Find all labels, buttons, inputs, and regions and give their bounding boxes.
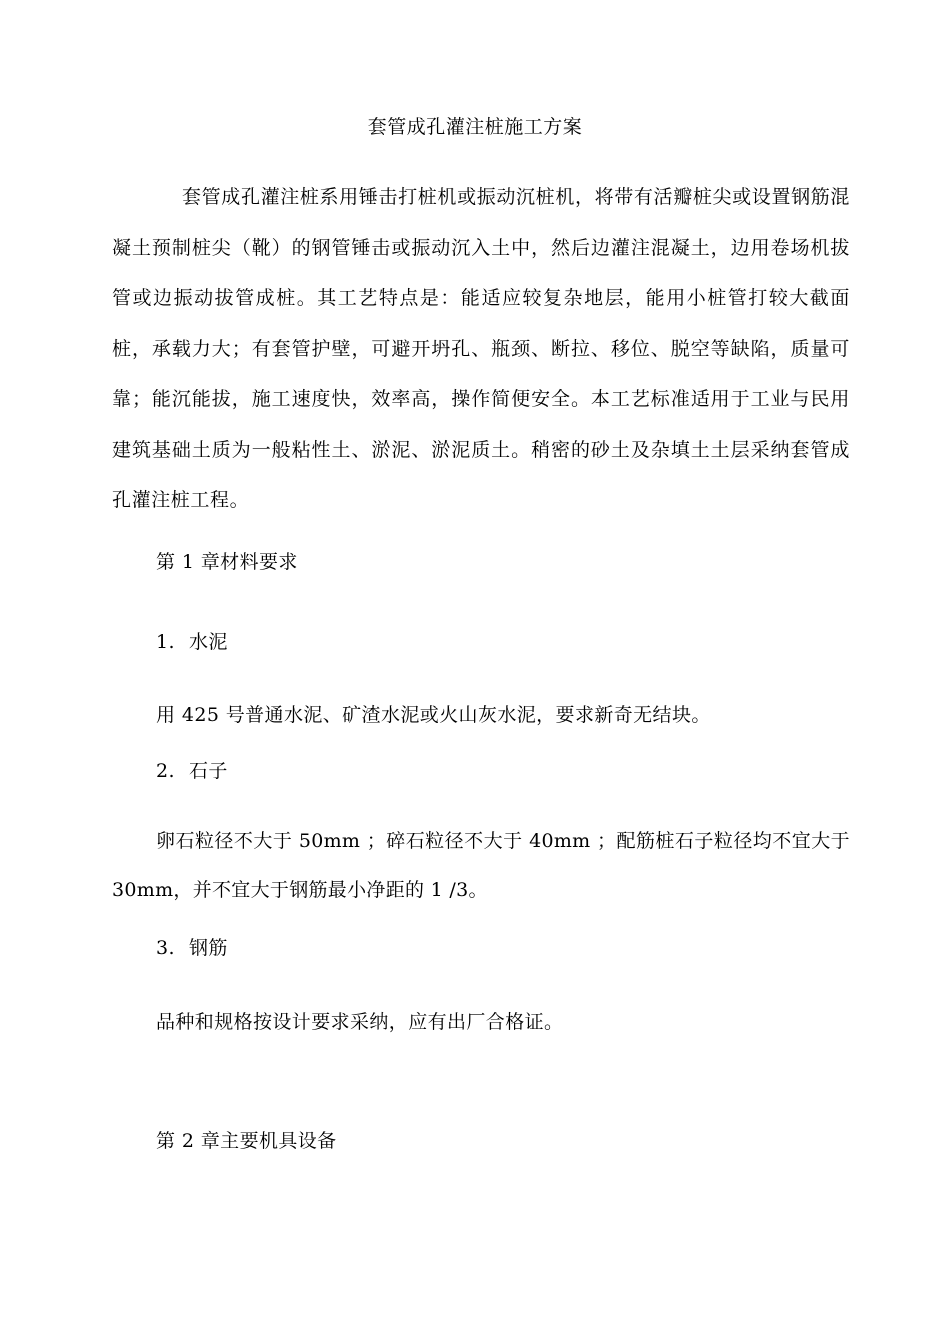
- document-title: 套管成孔灌注桩施工方案: [367, 116, 583, 138]
- intro-paragraph: 套管成孔灌注桩系用锤击打桩机或振动沉桩机，将带有活瓣桩尖或设置钢筋混凝土预制桩尖（靴）的钢管锤击或振动沉入土中，然后边灌注混凝土，边用卷场机拔管或边振动拔管成桩。其工艺特点是：能适应较复杂地层，能用小桩管打较大截面桩，承载力大；有套管护壁，可避开坍孔、瓶颈、断拉、移位、脱空等缺陷，质量可靠；能沉能拔，施工速度快，效率高，操作简便安全。本工艺标准适用于工业与民用建筑基础土质为一般粘性土、淤泥、淤泥质土。稍密的砂土及杂填土土层采纳套管成孔灌注桩工程。: [112, 186, 850, 511]
- steel-paragraph: 品种和规格按设计要求采纳，应有出厂合格证。: [156, 1011, 564, 1033]
- item-number: 3.: [156, 937, 175, 959]
- chapter-2-heading: 第 2 章主要机具设备: [156, 1130, 337, 1152]
- chapter-1-heading: 第 1 章材料要求: [156, 551, 298, 573]
- item-title: 钢筋: [189, 937, 228, 959]
- cement-paragraph: 用 425 号普通水泥、矿渣水泥或火山灰水泥，要求新奇无结块。: [156, 704, 711, 726]
- stone-paragraph: 卵石粒径不大于 50mm ；碎石粒径不大于 40mm ；配筋桩石子粒径均不宜大于 30mm，并不宜大于钢筋最小净距的 1 /3。: [112, 830, 850, 901]
- item-stone-heading: [156, 757, 228, 785]
- item-title: 石子: [189, 760, 228, 782]
- item-title: 水泥: [189, 631, 228, 653]
- item-steel-heading: [156, 934, 228, 962]
- item-cement-heading: [156, 628, 228, 656]
- item-number: 1.: [156, 631, 175, 653]
- item-number: 2.: [156, 760, 175, 782]
